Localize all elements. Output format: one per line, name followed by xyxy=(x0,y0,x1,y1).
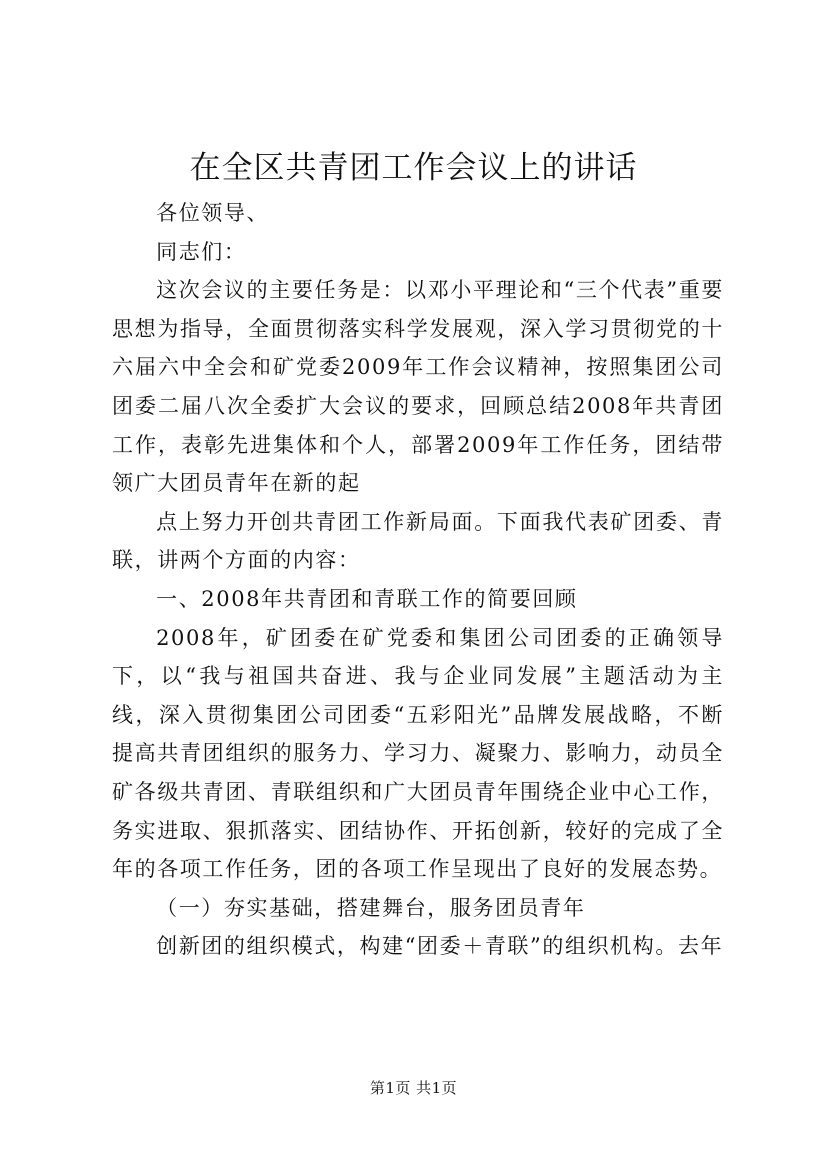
salutation-comrades: 同志们： xyxy=(156,239,247,264)
document-title: 在全区共青团工作会议上的讲话 xyxy=(189,150,638,186)
paragraph-continuation: 点上努力开创共青团工作新局面。下面我代表矿团委、青联，讲两个方面的内容： xyxy=(112,509,724,573)
salutation-leaders: 各位领导、 xyxy=(156,201,270,225)
paragraph-organization-model: 创新团的组织模式，构建“团委＋青联”的组织机构。去年 xyxy=(156,934,724,959)
paragraph-2008-review: 2008年，矿团委在矿党委和集团公司团委的正确领导下，以“我与祖国共奋进、我与企业同发展”主题活动为主线，深入贯彻集团公司团委“五彩阳光”品牌发展战略，不断提高共青团组织的服务力、学习力、凝聚力、影响力，动员全矿各级共青团、青联组织和广大团员青年围绕企业中心工作，务实进取、狠抓落实、团结协作、开拓创新，较好的完成了全年的各项工作任务，团的各项工作呈现出了良好的发展态势。 xyxy=(112,625,724,882)
document-body xyxy=(112,194,724,966)
subsection-heading-foundation: （一）夯实基础，搭建舞台，服务团员青年 xyxy=(156,895,586,920)
paragraph-meeting-tasks: 这次会议的主要任务是：以邓小平理论和“三个代表”重要思想为指导，全面贯彻落实科学发展观，深入学习贯彻党的十六届六中全会和矿党委2009年工作会议精神，按照集团公司团委二届八次全委扩大会议的要求，回顾总结2008年共青团工作，表彰先进集体和个人，部署2009年工作任务，团结带领广大团员青年在新的起 xyxy=(112,278,724,496)
page-footer: 第1页 共1页 xyxy=(369,1079,458,1097)
section-heading-review: 一、2008年共青团和青联工作的简要回顾 xyxy=(156,586,578,611)
